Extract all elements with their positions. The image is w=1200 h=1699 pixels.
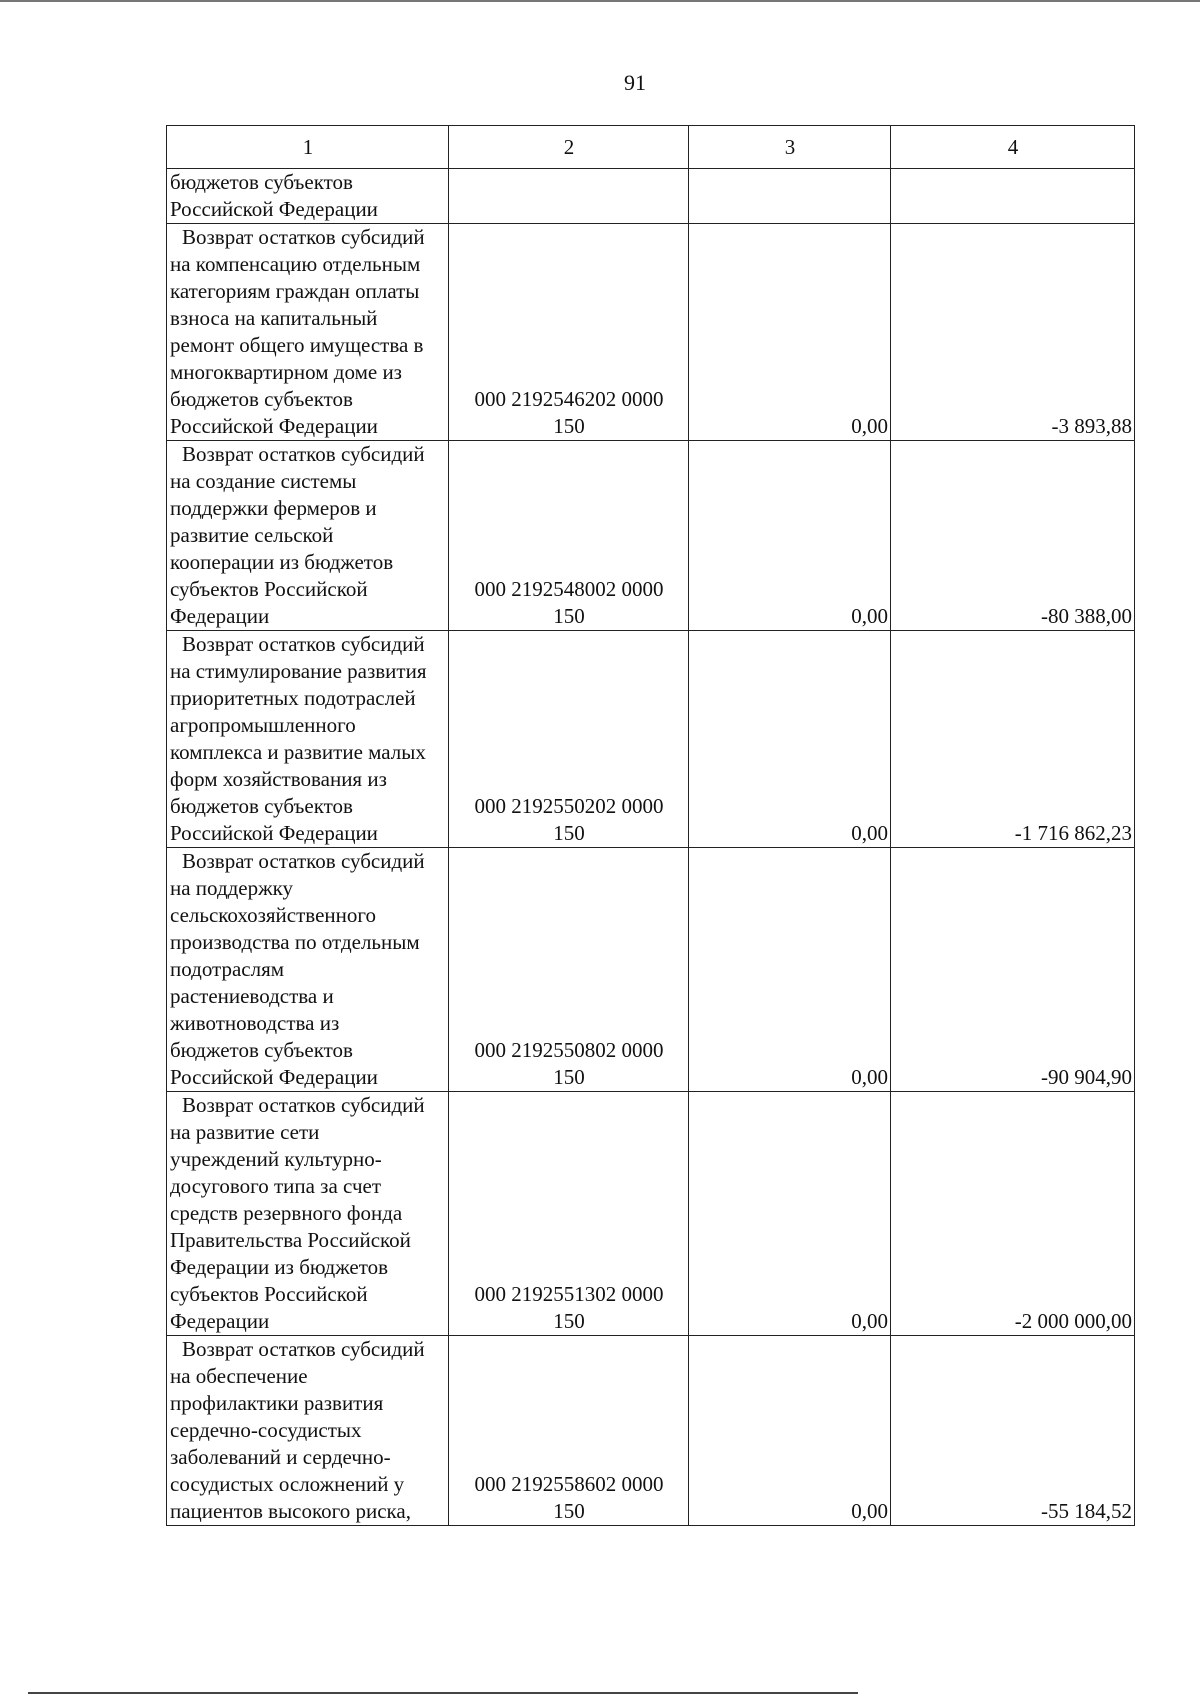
code-line: 150 <box>553 1065 585 1089</box>
table-row <box>167 441 1135 631</box>
column-3-value: 0,00 <box>689 441 891 631</box>
table-row <box>167 1336 1135 1526</box>
description-line: Федерации из бюджетов <box>170 1255 389 1279</box>
description-line: Федерации <box>170 604 270 628</box>
description-line: взноса на капитальный <box>170 306 378 330</box>
code-line: 000 2192551302 0000 <box>474 1282 664 1306</box>
description-line: форм хозяйствования из <box>170 767 387 791</box>
description-line: Возврат остатков субсидий <box>182 1337 425 1361</box>
description-line: Возврат остатков субсидий <box>182 442 425 466</box>
description-line: животноводства из <box>170 1011 340 1035</box>
top-edge-line <box>0 0 1200 2</box>
column-3-value: 0,00 <box>689 1092 891 1336</box>
description-line: поддержки фермеров и <box>170 496 377 520</box>
column-number-row <box>167 126 1135 169</box>
description-line: Возврат остатков субсидий <box>182 849 425 873</box>
column-4-value: -90 904,90 <box>891 848 1135 1092</box>
description-line: заболеваний и сердечно- <box>170 1445 391 1469</box>
budget-classification-code <box>449 1336 689 1526</box>
column-header-2: 2 <box>449 126 689 169</box>
description-line: профилактики развития <box>170 1391 384 1415</box>
description-line: Возврат остатков субсидий <box>182 1093 425 1117</box>
code-line: 150 <box>553 821 585 845</box>
table-row <box>167 631 1135 848</box>
row-description <box>167 1336 449 1526</box>
description-line: бюджетов субъектов <box>170 387 353 411</box>
description-line: Российской Федерации <box>170 1065 378 1089</box>
description-line: на создание системы <box>170 469 357 493</box>
description-line: производства по отдельным <box>170 930 420 954</box>
description-line: на обеспечение <box>170 1364 308 1388</box>
column-4-value <box>891 169 1135 224</box>
column-3-value: 0,00 <box>689 1336 891 1526</box>
table-row <box>167 224 1135 441</box>
budget-classification-code <box>449 441 689 631</box>
column-3-value: 0,00 <box>689 848 891 1092</box>
column-3-value: 0,00 <box>689 631 891 848</box>
budget-table <box>166 125 1135 1526</box>
code-line: 000 2192558602 0000 <box>474 1472 664 1496</box>
description-line: кооперации из бюджетов <box>170 550 394 574</box>
column-4-value: -80 388,00 <box>891 441 1135 631</box>
description-line: на стимулирование развития <box>170 659 427 683</box>
budget-classification-code <box>449 631 689 848</box>
column-header-4: 4 <box>891 126 1135 169</box>
description-line: субъектов Российской <box>170 577 368 601</box>
budget-table-body <box>167 126 1135 1526</box>
description-line: подотраслям <box>170 957 285 981</box>
row-description <box>167 631 449 848</box>
description-line: многоквартирном доме из <box>170 360 402 384</box>
description-line: учреждений культурно- <box>170 1147 382 1171</box>
row-description <box>167 848 449 1092</box>
description-line: Российской Федерации <box>170 821 378 845</box>
description-line: развитие сельской <box>170 523 334 547</box>
description-line: ремонт общего имущества в <box>170 333 424 357</box>
budget-classification-code <box>449 1092 689 1336</box>
description-line: Правительства Российской <box>170 1228 411 1252</box>
budget-classification-code <box>449 848 689 1092</box>
description-line: Возврат остатков субсидий <box>182 225 425 249</box>
column-4-value: -55 184,52 <box>891 1336 1135 1526</box>
description-line: Российской Федерации <box>170 197 378 221</box>
description-line: комплекса и развитие малых <box>170 740 426 764</box>
description-line: Возврат остатков субсидий <box>182 632 425 656</box>
code-line: 000 2192548002 0000 <box>474 577 664 601</box>
row-description <box>167 169 449 224</box>
page-number: 91 <box>624 70 646 95</box>
code-line: 000 2192550202 0000 <box>474 794 664 818</box>
column-header-3: 3 <box>689 126 891 169</box>
table-row <box>167 848 1135 1092</box>
budget-classification-code <box>449 169 689 224</box>
description-line: на развитие сети <box>170 1120 320 1144</box>
description-line: Федерации <box>170 1309 270 1333</box>
code-line: 000 2192550802 0000 <box>474 1038 664 1062</box>
code-line: 150 <box>553 1499 585 1523</box>
column-4-value: -3 893,88 <box>891 224 1135 441</box>
description-line: растениеводства и <box>170 984 334 1008</box>
description-line: Российской Федерации <box>170 414 378 438</box>
description-line: приоритетных подотраслей <box>170 686 416 710</box>
description-line: бюджетов субъектов <box>170 794 353 818</box>
column-header-1: 1 <box>167 126 449 169</box>
description-line: бюджетов субъектов <box>170 170 353 194</box>
column-3-value: 0,00 <box>689 224 891 441</box>
column-4-value: -2 000 000,00 <box>891 1092 1135 1336</box>
description-line: категориям граждан оплаты <box>170 279 420 303</box>
description-line: сердечно-сосудистых <box>170 1418 362 1442</box>
description-line: на поддержку <box>170 876 294 900</box>
column-4-value: -1 716 862,23 <box>891 631 1135 848</box>
description-line: субъектов Российской <box>170 1282 368 1306</box>
table-row <box>167 1092 1135 1336</box>
description-line: досугового типа за счет <box>170 1174 382 1198</box>
description-line: бюджетов субъектов <box>170 1038 353 1062</box>
description-line: на компенсацию отдельным <box>170 252 421 276</box>
description-line: сосудистых осложнений у <box>170 1472 405 1496</box>
description-line: средств резервного фонда <box>170 1201 403 1225</box>
column-3-value <box>689 169 891 224</box>
description-line: сельскохозяйственного <box>170 903 376 927</box>
description-line: пациентов высокого риска, <box>170 1499 411 1523</box>
code-line: 150 <box>553 414 585 438</box>
code-line: 150 <box>553 604 585 628</box>
budget-classification-code <box>449 224 689 441</box>
code-line: 150 <box>553 1309 585 1333</box>
row-description <box>167 441 449 631</box>
bottom-edge-line <box>28 1692 858 1694</box>
description-line: агропромышленного <box>170 713 356 737</box>
table-row <box>167 169 1135 224</box>
row-description <box>167 224 449 441</box>
row-description <box>167 1092 449 1336</box>
code-line: 000 2192546202 0000 <box>474 387 664 411</box>
